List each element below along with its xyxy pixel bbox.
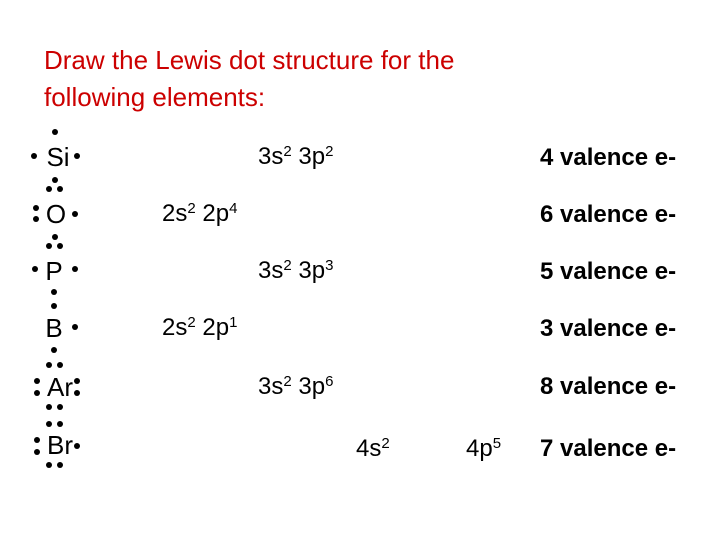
electron-configuration-br-4p — [466, 434, 501, 464]
lewis-dot — [34, 437, 40, 443]
electron-configuration-b — [162, 313, 237, 343]
config-term: 3s — [258, 257, 284, 284]
lewis-dot — [57, 186, 63, 192]
slide-title: Draw the Lewis dot structure for the following elements: — [44, 45, 455, 112]
config-exponent: 2 — [187, 200, 196, 217]
element-symbol-o: O — [45, 199, 67, 229]
lewis-dot — [33, 216, 39, 222]
valence-count-o: 6 valence e- — [540, 201, 677, 228]
lewis-dot — [46, 404, 52, 410]
config-exponent: 2 — [283, 257, 292, 274]
valence-count-br: 7 valence e- — [540, 435, 677, 462]
lewis-dot — [34, 390, 40, 396]
lewis-dot — [74, 443, 80, 449]
lewis-dot — [52, 129, 58, 135]
electron-configuration-si — [258, 142, 333, 172]
lewis-dot — [46, 421, 52, 427]
lewis-dot — [74, 390, 80, 396]
valence-count-p: 5 valence e- — [540, 258, 677, 285]
config-term: 3p — [298, 143, 326, 170]
config-term: 4p — [466, 435, 493, 462]
lewis-dot — [51, 289, 57, 295]
lewis-dot — [74, 378, 80, 384]
lewis-dot — [72, 324, 78, 330]
lewis-dot — [32, 266, 38, 272]
electron-configuration-p — [258, 256, 333, 286]
lewis-dot — [31, 153, 37, 159]
lewis-dot — [33, 205, 39, 211]
valence-count-si: 4 valence e- — [540, 144, 677, 171]
config-exponent: 5 — [492, 435, 502, 452]
element-symbol-ar: Ar — [47, 372, 73, 402]
lewis-dot — [57, 404, 63, 410]
lewis-dot — [46, 362, 52, 368]
config-exponent: 2 — [325, 143, 334, 160]
electron-configuration-ar — [258, 372, 333, 402]
config-exponent: 3 — [325, 257, 334, 274]
electron-configuration-br-4s — [356, 434, 390, 464]
lewis-dot — [74, 153, 80, 159]
lewis-dot — [51, 303, 57, 309]
config-exponent: 2 — [187, 314, 196, 331]
valence-count-ar: 8 valence e- — [540, 373, 677, 400]
lewis-dot — [51, 347, 57, 353]
electron-configuration-o — [162, 199, 237, 229]
lewis-dot — [57, 462, 63, 468]
config-exponent: 2 — [283, 143, 292, 160]
config-exponent: 2 — [283, 373, 292, 390]
lewis-dot — [34, 378, 40, 384]
config-term: 2s — [162, 314, 188, 341]
config-term: 2p — [202, 200, 230, 227]
config-term: 4s — [356, 435, 382, 462]
config-term: 3s — [258, 143, 284, 170]
lewis-dot — [57, 243, 63, 249]
lewis-dot — [34, 449, 40, 455]
lewis-dot — [46, 243, 52, 249]
lewis-dot — [46, 462, 52, 468]
lewis-dot — [52, 234, 58, 240]
config-exponent: 4 — [229, 200, 238, 217]
lewis-dot — [72, 211, 78, 217]
element-symbol-br: Br — [47, 430, 73, 460]
lewis-dot — [72, 266, 78, 272]
lewis-dot — [46, 186, 52, 192]
config-exponent: 2 — [381, 435, 390, 452]
config-term: 3p — [298, 257, 326, 284]
lewis-dot — [52, 177, 58, 183]
config-term: 2s — [162, 200, 188, 227]
config-term: 2p — [202, 314, 230, 341]
config-exponent: 1 — [229, 314, 238, 331]
config-term: 3p — [298, 373, 326, 400]
config-exponent: 6 — [325, 373, 334, 390]
element-symbol-b: B — [45, 313, 63, 343]
lewis-dot — [57, 421, 63, 427]
element-symbol-p: P — [45, 256, 63, 286]
element-symbol-si: Si — [46, 142, 70, 172]
config-term: 3s — [258, 373, 284, 400]
valence-count-b: 3 valence e- — [540, 315, 677, 342]
lewis-dot — [57, 362, 63, 368]
